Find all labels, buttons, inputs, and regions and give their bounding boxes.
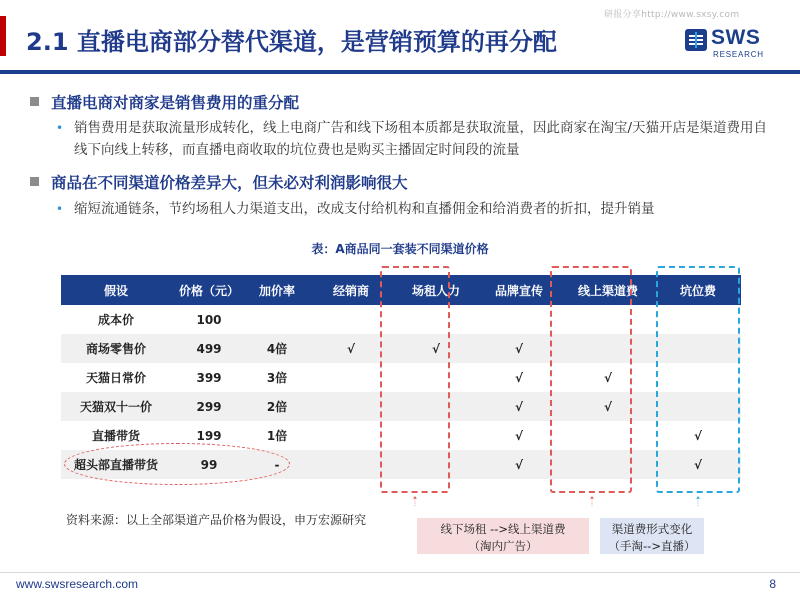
title-rule	[0, 70, 800, 74]
table-cell: √	[655, 450, 741, 479]
source-note: 资料来源：以上全部渠道产品价格为假设，申万宏源研究	[66, 513, 367, 527]
dot-bullet-icon: •	[56, 121, 64, 135]
logo-sub: RESEARCH	[713, 50, 764, 59]
table-cell: -	[247, 450, 307, 479]
title-accent-bar	[0, 16, 6, 56]
table-cell: 2倍	[247, 392, 307, 421]
table-cell: √	[561, 363, 655, 392]
arrow-up-icon	[694, 496, 702, 506]
table-cell	[477, 305, 561, 334]
table-cell: 399	[171, 363, 247, 392]
bullet-heading-1-text: 直播电商对商家是销售费用的重分配	[51, 94, 300, 112]
col-header: 场租人力	[395, 275, 477, 305]
table-cell	[247, 305, 307, 334]
table-cell: 1倍	[247, 421, 307, 450]
table-cell: 3倍	[247, 363, 307, 392]
table-cell: √	[477, 421, 561, 450]
row-label-cell: 商场零售价	[61, 334, 171, 363]
table-cell: √	[477, 363, 561, 392]
col-header: 坑位费	[655, 275, 741, 305]
table-cell: 499	[171, 334, 247, 363]
bullet-sub-2-text: 缩短流通链条，节约场租人力渠道支出，改成支付给机构和直播佣金和给消费者的折扣，提升销量	[74, 201, 655, 217]
bullet-heading-2	[30, 171, 408, 193]
table-cell: √	[477, 392, 561, 421]
table-cell: √	[655, 421, 741, 450]
sws-logo	[684, 26, 782, 66]
row-label-cell: 天猫日常价	[61, 363, 171, 392]
sws-logo-mark-icon	[684, 28, 708, 52]
bullet-sub-1-text: 销售费用是获取流量形成转化，线上电商广告和线下场租本质都是获取流量，因此商家在淘宝/天猫开店是渠道费用自线下向线上转移，而直播电商收取的坑位费也是购买主播固定时间段的流量	[74, 120, 768, 158]
col-header: 经销商	[307, 275, 395, 305]
table-cell: √	[561, 392, 655, 421]
col-header: 假设	[61, 275, 171, 305]
note-channel-shift-line1: 线下场租 -->线上渠道费	[440, 522, 566, 536]
col-header: 加价率	[247, 275, 307, 305]
highlight-box-online-channel	[550, 266, 632, 493]
note-fee-form-change-line1: 渠道费形式变化	[611, 522, 693, 536]
table-cell: 100	[171, 305, 247, 334]
highlight-ellipse-top-streamer	[64, 443, 290, 485]
table-cell: 4倍	[247, 334, 307, 363]
row-label-cell: 天猫双十一价	[61, 392, 171, 421]
bullet-heading-1	[30, 91, 299, 113]
note-fee-form-change	[600, 518, 704, 554]
page-number: 8	[769, 577, 776, 591]
footer-url: www.swsresearch.com	[16, 577, 139, 591]
bullet-heading-2-text: 商品在不同渠道价格差异大，但未必对利润影响很大	[51, 174, 408, 192]
note-channel-shift-line2: （淘内广告）	[468, 539, 538, 553]
slide-title: 2.1 直播电商部分替代渠道，是营销预算的再分配	[26, 28, 557, 56]
row-label-cell: 直播带货	[61, 421, 171, 450]
col-header: 线上渠道费	[561, 275, 655, 305]
square-bullet-icon	[30, 97, 39, 106]
col-header: 价格（元）	[171, 275, 247, 305]
note-fee-form-change-line2: （手淘-->直播）	[608, 539, 696, 553]
bullet-sub-1	[56, 117, 774, 161]
table-cell: 199	[171, 421, 247, 450]
arrow-up-icon	[411, 496, 419, 506]
logo-name: SWS	[711, 26, 761, 49]
arrow-up-icon	[588, 496, 596, 506]
table-cell: √	[477, 334, 561, 363]
table-cell: √	[395, 334, 477, 363]
watermark-text: 研报分享http://www.sxsy.com	[604, 10, 740, 20]
bullet-sub-2	[56, 198, 774, 220]
square-bullet-icon	[30, 177, 39, 186]
table-cell: 299	[171, 392, 247, 421]
dot-bullet-icon: •	[56, 202, 64, 216]
col-header: 品牌宣传	[477, 275, 561, 305]
table-cell: 99	[171, 450, 247, 479]
row-label-cell: 超头部直播带货	[61, 450, 171, 479]
highlight-box-venue-labor	[380, 266, 450, 493]
table-cell: √	[307, 334, 395, 363]
footer-divider	[0, 572, 800, 573]
table-cell: √	[477, 450, 561, 479]
row-label-cell: 成本价	[61, 305, 171, 334]
highlight-box-slot-fee	[656, 266, 740, 493]
note-channel-shift	[417, 518, 589, 554]
table-caption: 表：A商品同一套装不同渠道价格	[311, 242, 489, 256]
